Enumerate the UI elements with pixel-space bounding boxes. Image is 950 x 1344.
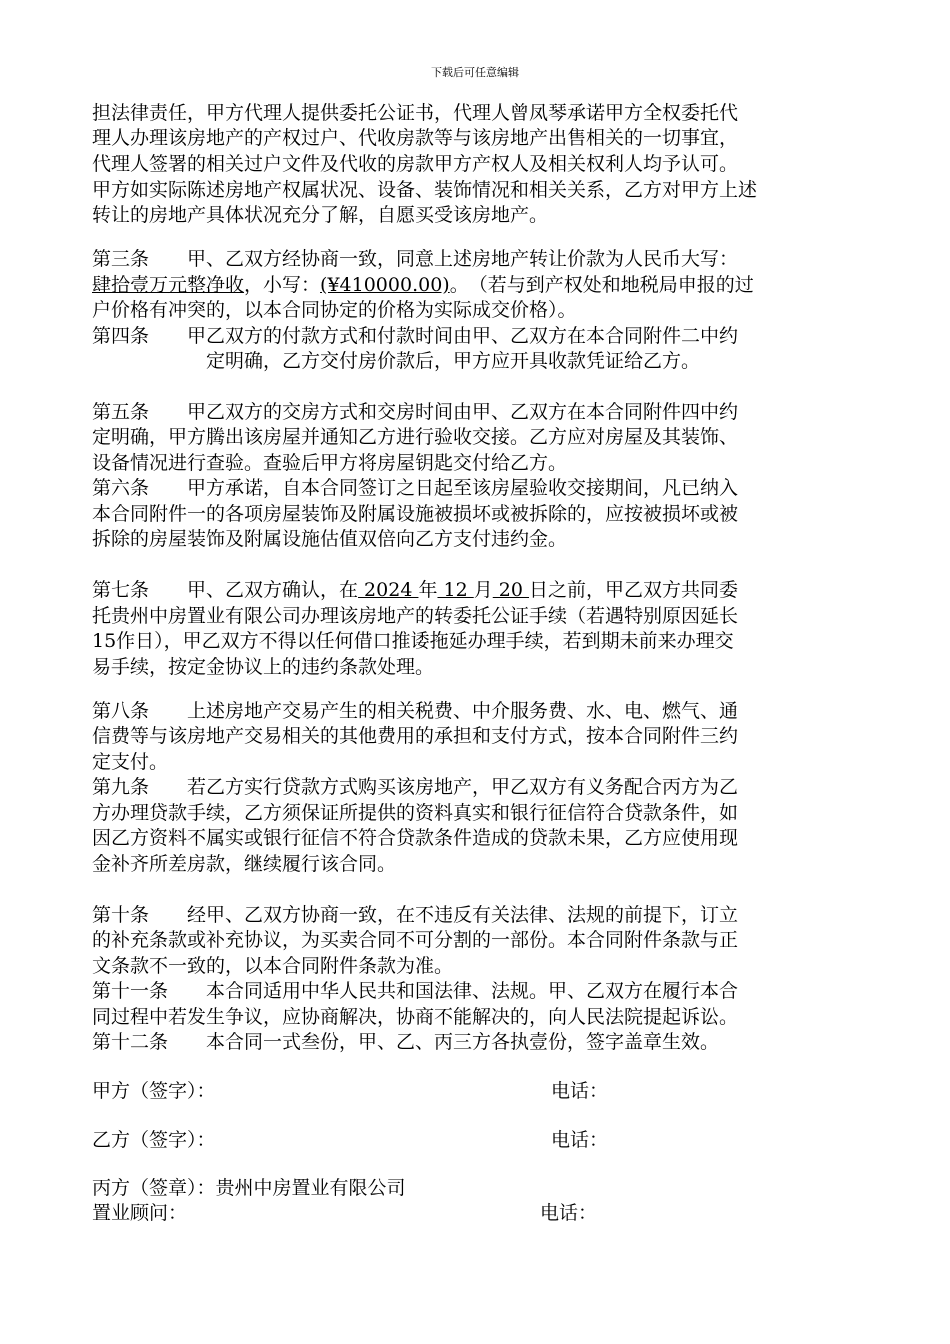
date-day: 20 bbox=[492, 579, 530, 601]
text-fragment: 月 bbox=[473, 579, 493, 601]
text-line: 户价格有冲突的，以本合同协定的价格为实际成交价格）。 bbox=[92, 299, 577, 321]
price-separator: ，小写： bbox=[244, 274, 321, 296]
price-end: 。 bbox=[449, 274, 460, 296]
article-12-title: 第十二条 本合同一式叁份，甲、乙、丙三方各执壹份，签字盖章生效。 bbox=[92, 1031, 720, 1053]
consultant-phone-label: 电话： bbox=[540, 1202, 598, 1224]
date-year: 2024 bbox=[358, 579, 419, 601]
text-line: 转让的房地产具体状况充分了解，自愿买受该房地产。 bbox=[92, 204, 549, 226]
text-fragment: 年 bbox=[418, 579, 438, 601]
text-line: 15作日），甲乙双方不得以任何借口推诿拖延办理手续，若到期未前来办理交 bbox=[92, 630, 734, 652]
article-9-title: 第九条 若乙方实行贷款方式购买该房地产，甲乙双方有义务配合丙方为乙 bbox=[92, 776, 739, 798]
text-line: 文条款不一致的，以本合同附件条款为准。 bbox=[92, 955, 454, 977]
date-month: 12 bbox=[437, 579, 474, 601]
page-header: 下载后可任意编辑 bbox=[431, 66, 519, 79]
text-line: 金补齐所差房款，继续履行该合同。 bbox=[92, 853, 397, 875]
article-3-title: 第三条 甲、乙双方经协商一致，同意上述房地产转让价款为人民币大写： bbox=[92, 248, 739, 270]
text-line: 代理人签署的相关过户文件及代收的房款甲方产权人及相关权利人均予认可。 bbox=[92, 153, 739, 175]
text-fragment: 第七条 甲、乙双方确认，在 bbox=[92, 579, 359, 601]
text-fragment: 日之前，甲乙双方共同委 bbox=[529, 579, 739, 601]
consultant-label: 置业顾问： bbox=[92, 1202, 188, 1224]
article-3-price-line bbox=[92, 272, 754, 298]
text-line: 定支付。 bbox=[92, 751, 169, 773]
price-in-words: 肆拾壹万元整净收 bbox=[92, 274, 245, 296]
text-line: 拆除的房屋装饰及附属设施估值双倍向乙方支付违约金。 bbox=[92, 528, 568, 550]
party-c-seal-label: 丙方（签章）：贵州中房置业有限公司 bbox=[92, 1177, 406, 1199]
price-in-figures: (¥410000.00) bbox=[320, 274, 450, 296]
text-line: 信费等与该房地产交易相关的其他费用的承担和支付方式，按本合同附件三约 bbox=[92, 725, 739, 747]
party-b-signature-label: 乙方（签字）： bbox=[92, 1129, 216, 1151]
article-10-title: 第十条 经甲、乙双方协商一致，在不违反有关法律、法规的前提下，订立 bbox=[92, 904, 739, 926]
text-line: 因乙方资料不属实或银行征信不符合贷款条件造成的贷款未果，乙方应使用现 bbox=[92, 827, 739, 849]
text-line: 方办理贷款手续，乙方须保证所提供的资料真实和银行征信符合贷款条件，如 bbox=[92, 802, 739, 824]
article-8-title: 第八条 上述房地产交易产生的相关税费、中介服务费、水、电、燃气、通 bbox=[92, 700, 739, 722]
party-b-phone-label: 电话： bbox=[551, 1129, 609, 1151]
text-line: 设备情况进行查验。查验后甲方将房屋钥匙交付给乙方。 bbox=[92, 452, 568, 474]
article-4-title: 第四条 甲乙双方的付款方式和付款时间由甲、乙双方在本合同附件二中约 bbox=[92, 325, 739, 347]
text-line: 担法律责任，甲方代理人提供委托公证书，代理人曾凤琴承诺甲方全权委托代 bbox=[92, 102, 739, 124]
article-7-title bbox=[92, 577, 738, 603]
text-line: 本合同附件一的各项房屋装饰及附属设施被损坏或被拆除的，应按被损坏或被 bbox=[92, 503, 739, 525]
text-line: 的补充条款或补充协议，为买卖合同不可分割的一部份。本合同附件条款与正 bbox=[92, 929, 739, 951]
article-6-title: 第六条 甲方承诺，自本合同签订之日起至该房屋验收交接期间，凡已纳入 bbox=[92, 477, 739, 499]
party-a-phone-label: 电话： bbox=[551, 1080, 609, 1102]
text-fragment: （若与到产权处和地税局申报的过 bbox=[459, 274, 754, 296]
text-line: 甲方如实际陈述房地产权属状况、设备、装饰情况和相关关系，乙方对甲方上述 bbox=[92, 179, 758, 201]
text-line: 易手续，按定金协议上的违约条款处理。 bbox=[92, 656, 435, 678]
article-5-title: 第五条 甲乙双方的交房方式和交房时间由甲、乙双方在本合同附件四中约 bbox=[92, 401, 739, 423]
text-line: 定明确，甲方腾出该房屋并通知乙方进行验收交接。乙方应对房屋及其装饰、 bbox=[92, 426, 739, 448]
article-11-title: 第十一条 本合同适用中华人民共和国法律、法规。甲、乙双方在履行本合 bbox=[92, 980, 739, 1002]
text-line: 定明确，乙方交付房价款后，甲方应开具收款凭证给乙方。 bbox=[206, 350, 701, 372]
text-line: 同过程中若发生争议，应协商解决，协商不能解决的，向人民法院提起诉讼。 bbox=[92, 1006, 739, 1028]
text-line: 托贵州中房置业有限公司办理该房地产的转委托公证手续（若遇特别原因延长 bbox=[92, 605, 739, 627]
party-a-signature-label: 甲方（签字）： bbox=[92, 1080, 216, 1102]
text-line: 理人办理该房地产的产权过户、代收房款等与该房地产出售相关的一切事宜， bbox=[92, 127, 739, 149]
